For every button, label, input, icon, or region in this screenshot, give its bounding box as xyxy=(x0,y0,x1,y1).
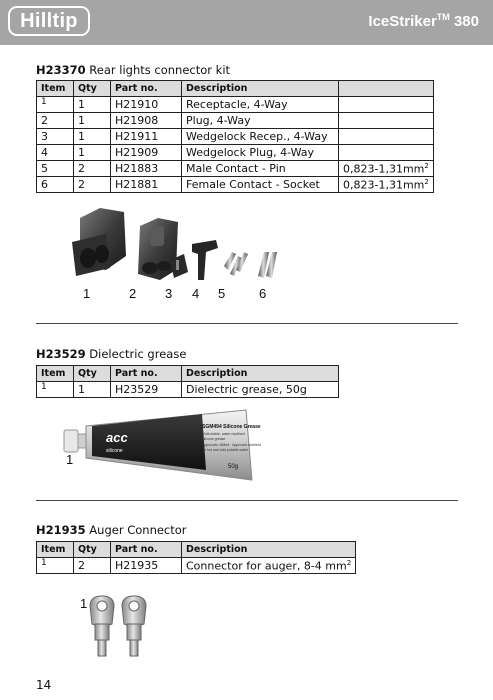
table-header-row xyxy=(37,81,434,97)
col-part-no: Part no. xyxy=(111,366,182,382)
cell-part: H21883 xyxy=(111,161,182,177)
parts-table-h21935 xyxy=(36,541,356,574)
col-qty: Qty xyxy=(74,366,111,382)
ring-terminal-left xyxy=(90,596,114,656)
cell-item: 1 xyxy=(37,382,74,398)
cell-desc: Receptacle, 4-Way xyxy=(182,97,339,113)
cell-item: 5 xyxy=(37,161,74,177)
parts-table-h23529 xyxy=(36,365,339,398)
figure-label-5: 5 xyxy=(218,286,226,301)
figure-label-3: 3 xyxy=(165,286,173,301)
cell-extra xyxy=(339,129,434,145)
product-name xyxy=(368,12,479,30)
male-contact-pins xyxy=(224,252,248,276)
grease-tube-image xyxy=(62,408,261,482)
tube-cap xyxy=(64,430,86,452)
tube-desc-line: Approvals: MMed · Approved Ambient xyxy=(202,443,261,447)
cell-item: 4 xyxy=(37,145,74,161)
parts-table-h23370 xyxy=(36,80,434,193)
cell-desc: Plug, 4-Way xyxy=(182,113,339,129)
product-name-text: IceStriker xyxy=(368,13,437,30)
page-number: 14 xyxy=(36,678,52,692)
figure-label-1: 1 xyxy=(80,596,88,611)
section-code: H23529 xyxy=(36,347,86,361)
cell-part: H21908 xyxy=(111,113,182,129)
cell-part: H21935 xyxy=(111,558,182,574)
section-name: Dielectric grease xyxy=(89,347,187,361)
col-part-no: Part no. xyxy=(111,542,182,558)
desc-text: Connector for auger, 8-4 mm xyxy=(186,559,347,573)
cell-part: H23529 xyxy=(111,382,182,398)
cell-extra xyxy=(339,145,434,161)
cell-item: 2 xyxy=(37,113,74,129)
page-header xyxy=(0,0,493,45)
section-divider xyxy=(36,500,458,501)
cell-extra xyxy=(339,177,434,193)
tube-desc-line: Multi-stable, water repellant xyxy=(202,432,245,436)
col-part-no: Part no. xyxy=(111,81,182,97)
female-contact-sockets xyxy=(258,252,277,278)
cell-desc: Male Contact - Pin xyxy=(182,161,339,177)
figure-label-1: 1 xyxy=(83,286,91,301)
table-row xyxy=(37,129,434,145)
tube-desc-line: for hot and cold potable water xyxy=(202,448,249,452)
wire-size: 0,823-1,31mm xyxy=(343,162,425,176)
connector-kit-image xyxy=(66,200,296,285)
cell-qty: 1 xyxy=(74,97,111,113)
section-code: H23370 xyxy=(36,63,86,77)
figure-label-6: 6 xyxy=(259,286,267,301)
section-name: Rear lights connector kit xyxy=(89,63,231,77)
ring-terminal-right xyxy=(122,596,146,656)
col-description: Description xyxy=(182,542,356,558)
col-qty: Qty xyxy=(74,81,111,97)
col-qty: Qty xyxy=(74,542,111,558)
cell-item: 1 xyxy=(37,97,74,113)
table-row xyxy=(37,177,434,193)
figure-label-2: 2 xyxy=(129,286,137,301)
cell-item: 1 xyxy=(37,558,74,574)
col-item: Item xyxy=(37,366,74,382)
cell-extra xyxy=(339,161,434,177)
cell-qty: 2 xyxy=(74,558,111,574)
col-item: Item xyxy=(37,81,74,97)
tube-brand: acc xyxy=(106,430,128,445)
hilltip-logo: Hilltip xyxy=(8,6,90,36)
figure-label-4: 4 xyxy=(192,286,200,301)
cell-part: H21881 xyxy=(111,177,182,193)
tube-product-line: SGM494 Silicone Grease xyxy=(202,424,261,430)
col-description: Description xyxy=(182,81,339,97)
cell-part: H21909 xyxy=(111,145,182,161)
cell-extra xyxy=(339,97,434,113)
cell-desc: Wedgelock Plug, 4-Way xyxy=(182,145,339,161)
table-header-row xyxy=(37,542,356,558)
cell-desc: Wedgelock Recep., 4-Way xyxy=(182,129,339,145)
cell-qty: 1 xyxy=(74,129,111,145)
cell-qty: 1 xyxy=(74,145,111,161)
table-header-row xyxy=(37,366,339,382)
section-title-h23370 xyxy=(36,63,230,77)
product-model: 380 xyxy=(453,13,479,30)
tube-brand-sub: silicone xyxy=(106,448,123,454)
cell-desc: Dielectric grease, 50g xyxy=(182,382,339,398)
table-row xyxy=(37,97,434,113)
table-row xyxy=(37,145,434,161)
section-divider xyxy=(36,323,458,324)
trademark-sup: TM xyxy=(436,12,450,22)
auger-connector-image xyxy=(86,594,156,660)
unit-sup: 2 xyxy=(346,558,352,567)
section-code: H21935 xyxy=(36,523,86,537)
table-row xyxy=(37,558,356,574)
section-title-h21935 xyxy=(36,523,187,537)
col-description: Description xyxy=(182,366,339,382)
cell-qty: 1 xyxy=(74,113,111,129)
cell-item: 6 xyxy=(37,177,74,193)
wedgelock-plug xyxy=(192,240,218,280)
cell-part: H21911 xyxy=(111,129,182,145)
cell-desc: Female Contact - Socket xyxy=(182,177,339,193)
cell-qty: 2 xyxy=(74,161,111,177)
cell-desc xyxy=(182,558,356,574)
table-row xyxy=(37,113,434,129)
figure-label-1: 1 xyxy=(66,452,74,467)
section-title-h23529 xyxy=(36,347,186,361)
tube-weight: 50g xyxy=(228,464,239,470)
col-item: Item xyxy=(37,542,74,558)
wire-size: 0,823-1,31mm xyxy=(343,178,425,192)
col-extra xyxy=(339,81,434,97)
cell-qty: 1 xyxy=(74,382,111,398)
cell-item: 3 xyxy=(37,129,74,145)
cell-qty: 2 xyxy=(74,177,111,193)
cell-extra xyxy=(339,113,434,129)
section-name: Auger Connector xyxy=(89,523,187,537)
receptacle-4way xyxy=(72,208,126,276)
plug-4way xyxy=(138,218,178,280)
cell-part: H21910 xyxy=(111,97,182,113)
tube-desc-line: silicone grease xyxy=(202,437,226,441)
unit-sup: 2 xyxy=(424,161,429,170)
table-row xyxy=(37,382,339,398)
unit-sup: 2 xyxy=(424,177,429,186)
table-row xyxy=(37,161,434,177)
